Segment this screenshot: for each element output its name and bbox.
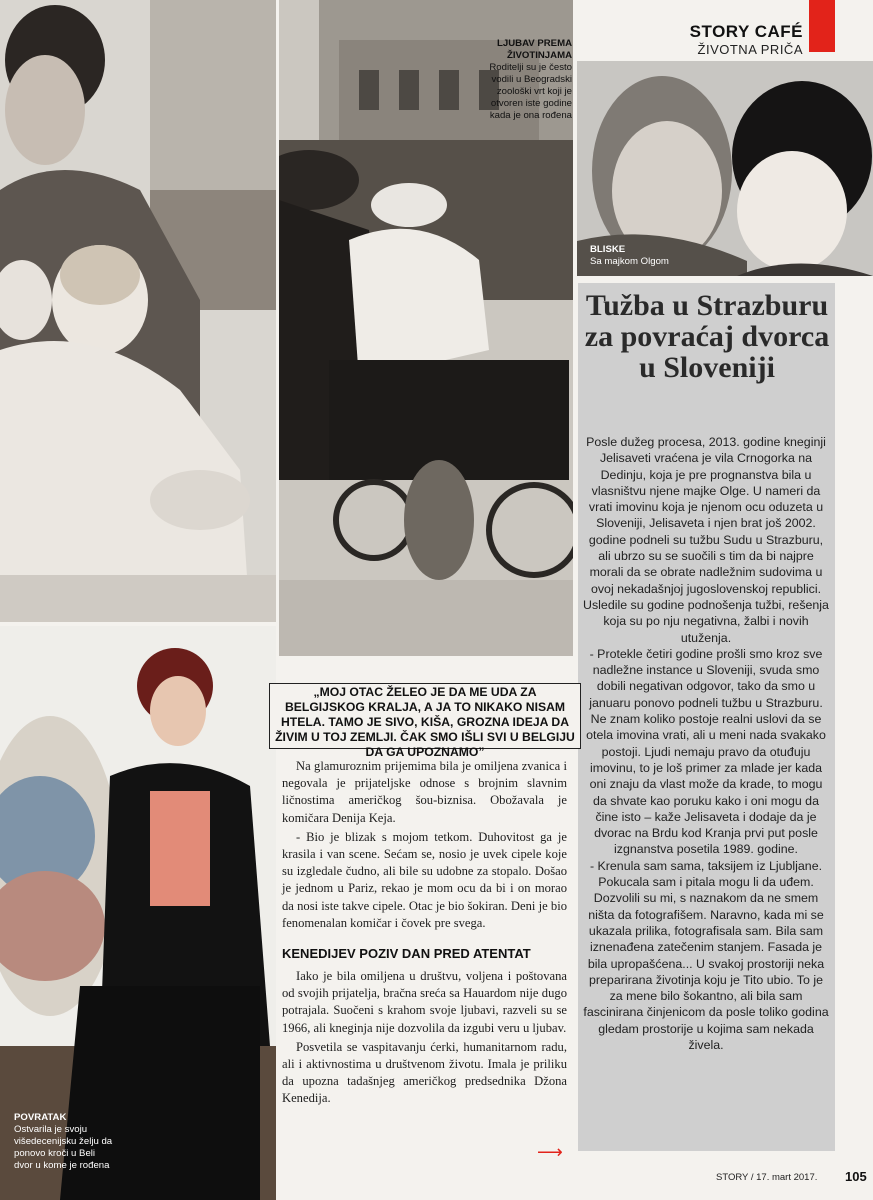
body-paragraph: Na glamuroznim prijemima bila je omiljena zvanica i negovala je prijateljske odnose s brojnim slavnim ličnostima američkog šou-biznisa. Obožavala je komičara Denija Keja.	[282, 759, 567, 825]
section-title: STORY CAFÉ	[689, 22, 803, 41]
section-subtitle: ŽIVOTNA PRIČA	[697, 42, 803, 57]
photo-mother-with-twins	[0, 0, 276, 622]
sidebar-headline: Tužba u Strazburu za povraćaj dvorca u Sloveniji	[584, 289, 830, 384]
pull-quote: „MOJ OTAC ŽELEO JE DA ME UDA ZA BELGIJSKOG KRALJA, A JA TO NIKAKO NISAM HTELA. TAMO JE SIVO, KIŠA, GROZNA IDEJA DA ŽIVIM U TOJ ZEMLJI. ČAK SMO IŠLI SVI U BELGIJU DA GA UPOZNAMO”	[275, 685, 575, 759]
body-paragraph: - Bio je blizak s mojom tetkom. Duhovitost ga je krasila i van scene. Sećam se, nosio je uvek cipele koje su izgledale čudno, ali bile su udobne za stopalo. Došao je jednom u Pariz, rekao je mom ocu da bi i on morao da nosi iste takve cipele. Otac je bio šokiran. Deni je bio fenomenalan komičar i čovek pre svega.	[282, 829, 567, 930]
continue-arrow-icon: ⟶	[537, 1142, 563, 1163]
accent-bar	[809, 0, 835, 52]
caption-animals	[478, 38, 572, 122]
sidebar-body	[582, 434, 830, 1053]
article-body	[282, 758, 567, 1110]
caption-return-head: POVRATAK	[14, 1112, 67, 1123]
caption-animals-head: LJUBAV PREMA ŽIVOTINJAMA	[497, 38, 572, 61]
caption-close-head: BLISKE	[590, 244, 626, 255]
caption-return-text: Ostvarila je svoju višedecenijsku želju da ponovo kroči u Beli dvor u kome je rođena	[14, 1124, 113, 1171]
caption-return	[14, 1112, 116, 1172]
caption-close-text: Sa majkom Olgom	[590, 256, 669, 267]
sidebar-paragraph: - Krenula sam sama, taksijem iz Ljubljane. Pokucala sam i pitala mogu li da uđem. Dozvolili su mi, s naznakom da ne smem ništa da fotografišem. Naravno, kada mi se ukazala prilika, fotografisala sam. Bila sam iznenađena zatečenim stanjem. Fasada je bila upropašćena... U svakoj prostoriji neka preparirana životinja koju je Tito ubio. To je za mene bilo šokantno, ali bila sam fascinirana činjenicom da posle toliko godina gledam prostorije u kojima sam nekada živela.	[583, 858, 829, 1052]
article-subheading: KENEDIJEV POZIV DAN PRED ATENTAT	[282, 946, 531, 962]
page-number: 105	[845, 1169, 867, 1184]
caption-close	[590, 244, 670, 268]
body-paragraph: Iako je bila omiljena u društvu, voljena i poštovana od svojih prijatelja, bračna sreća sa Hauardom nije dugo potrajala. Suočeni s krahom svoje ljubavi, razveli su se 1966, ali kneginja nije dozvolila da izgubi veru u ljubav.	[282, 969, 567, 1035]
body-paragraph: Posvetila se vaspitavanju ćerki, humanitarnom radu, ali i aktivnostima u društvenom životu. Imala je priliku da upozna tadašnjeg američkog predsednika Džona Kenedija.	[282, 1039, 567, 1106]
footer-issue: STORY / 17. mart 2017.	[716, 1172, 818, 1183]
sidebar-paragraph: Posle dužeg procesa, 2013. godine kneginji Jelisaveti vraćena je vila Crnogorka na Dedinju, koja je pre prognanstva bila u vlasništvu njene majke Olge. U nameri da vrati imovinu koja je njenom ocu oduzeta u Sloveniji, Jelisaveta i njen brat još 2002. godine podneli su tužbu Sudu u Strazburu, ali ubrzo su se suočili s tim da bi najpre morali da se obrate nadležnim sudovima u ovoj nekadašnjoj jugoslovenskoj republici. Usledile su godine podnošenja tužbi, rešenja koja su po nju negativna, žalbi i novih utuženja.	[583, 435, 829, 645]
caption-animals-text: Roditelji su je često vodili u Beogradski zoološki vrt koji je otvoren iste godine kada je ona rođena	[489, 62, 572, 121]
sidebar-paragraph: - Protekle četiri godine prošli smo kroz sve nadležne instance u Sloveniji, svuda smo dobili negativan odgovor, tako da smo u januaru ponovo podneli tužbu u Strazburu. Ne znam koliko postoje realni uslovi da se otela imovina vrati, ali u meni nada svakako postoji. Ljudi nemaju pravo da otuđuju imovinu, to je loš primer za mlade jer kada oni znaju da vlast može da krade, to mogu da shvate kao poruku kako i oni mogu da čine isto – kaže Jelisaveta i dodaje da je dvorac na Brdu kod Kranja prvi put posle izgnanstva posetila 1989. godine.	[586, 646, 826, 857]
